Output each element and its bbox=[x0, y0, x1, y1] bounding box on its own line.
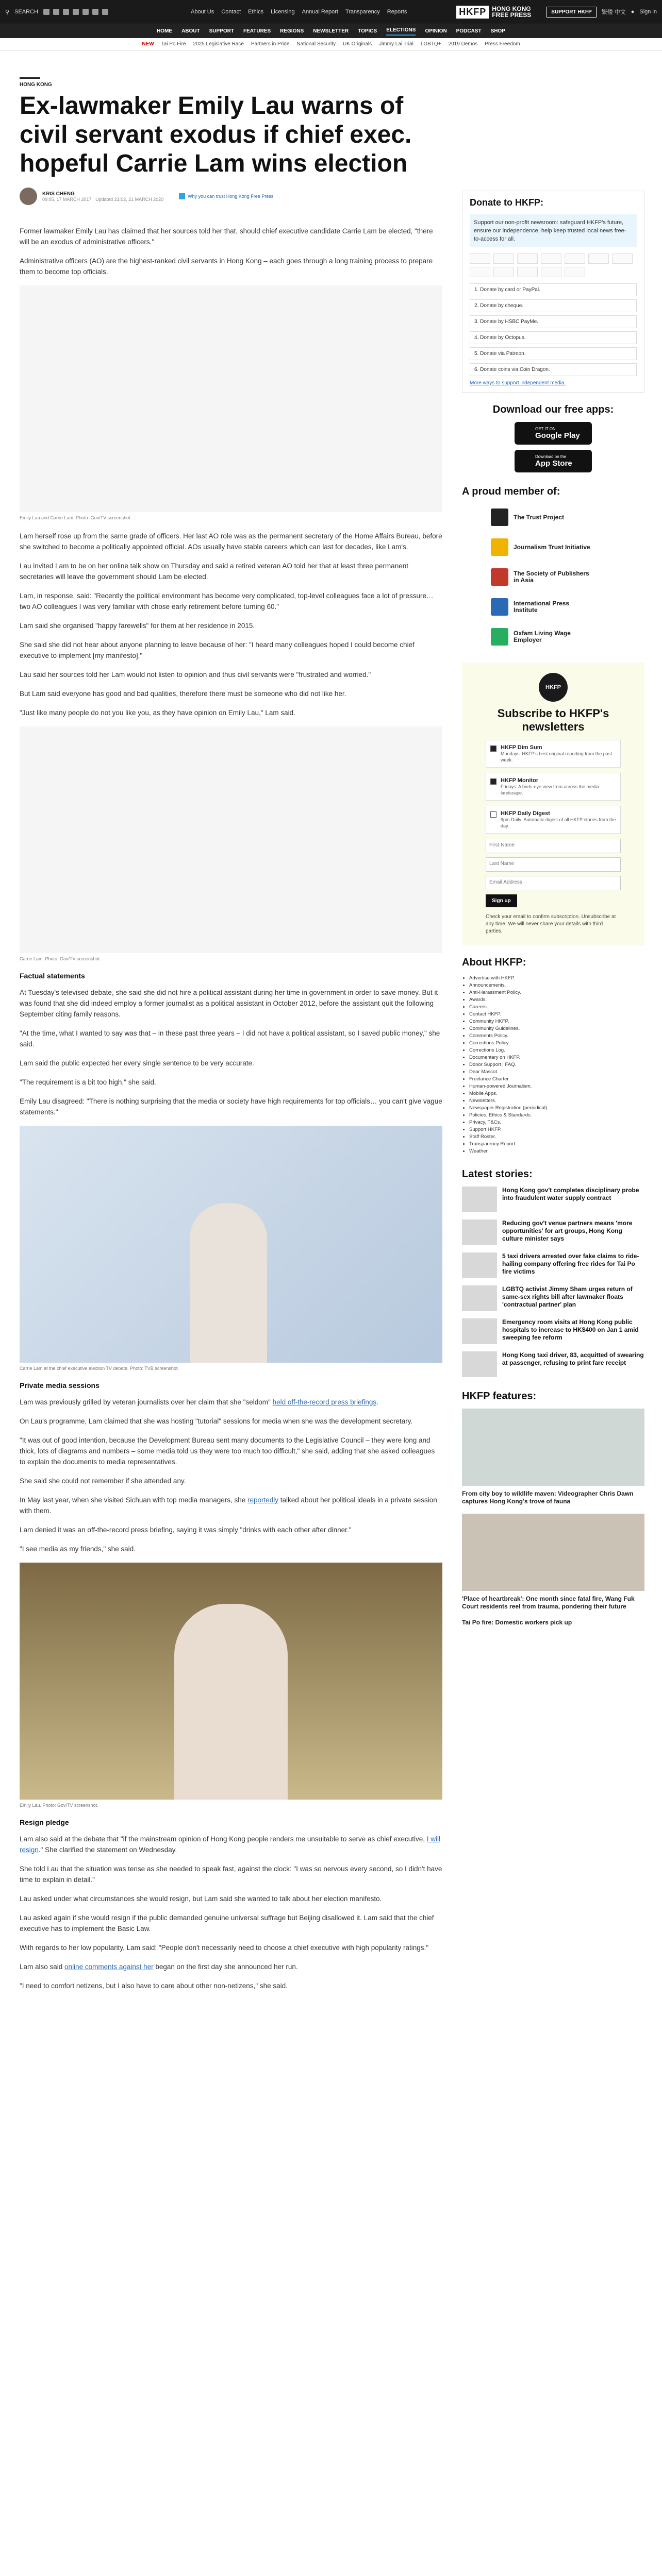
payment-icons bbox=[470, 253, 637, 277]
about-link[interactable]: • Freelance Charter. bbox=[469, 1076, 644, 1083]
latest-story[interactable] bbox=[462, 1285, 644, 1311]
paragraph: "Just like many people do not you like you, as they have opinion on Emily Lau," Lam said. bbox=[20, 709, 295, 717]
checkbox-checked[interactable] bbox=[490, 745, 496, 752]
paragraph: Administrative officers (AO) are the highest-ranked civil servants in Hong Kong – each goes through a long training process to prepare them to become top officials. bbox=[20, 257, 433, 276]
logo-mark: HKFP bbox=[456, 6, 489, 19]
article bbox=[20, 77, 442, 1999]
about-link[interactable]: • Contact HKFP. bbox=[469, 1011, 644, 1018]
feature-story[interactable] bbox=[462, 1514, 644, 1611]
image-caption: Carrie Lam at the chief executive election TV debate. Photo: TVB screenshot. bbox=[20, 1366, 179, 1371]
search-icon[interactable]: ⚲ bbox=[5, 9, 10, 15]
paragraph: Lam said she organised "happy farewells" for them at her residence in 2015. bbox=[20, 622, 255, 630]
sidebar bbox=[462, 191, 644, 1635]
section-heading: Private media sessions bbox=[20, 1381, 100, 1389]
article-link[interactable]: I will resign bbox=[20, 1835, 441, 1854]
main-nav bbox=[0, 24, 662, 38]
about-link[interactable]: • Transparency Report. bbox=[469, 1141, 644, 1148]
donate-more-link[interactable]: More ways to support independent media. bbox=[470, 380, 566, 386]
app-store-button[interactable] bbox=[515, 450, 592, 472]
top-right bbox=[446, 6, 657, 19]
about-link[interactable]: • Announcements. bbox=[469, 982, 644, 989]
x-icon[interactable] bbox=[53, 9, 59, 15]
story-title: Hong Kong gov't completes disciplinary probe into fraudulent water supply contract bbox=[502, 1187, 639, 1201]
subnav-item[interactable]: LGBTQ+ bbox=[420, 41, 441, 47]
newsletter-title: Subscribe to HKFP's newsletters bbox=[497, 707, 609, 733]
paragraph: She told Lau that the situation was tense as she needed to speak fast, against the clock: "I was so nervous every second, so I didn't have time to explain in detail." bbox=[20, 1865, 442, 1884]
donate-option[interactable]: 4. Donate by Octopus. bbox=[470, 331, 637, 344]
donate-option[interactable]: 5. Donate via Patreon. bbox=[470, 347, 637, 360]
portrait-figure bbox=[190, 1203, 267, 1363]
about-link[interactable]: • Awards. bbox=[469, 996, 644, 1004]
newsletter-name: HKFP Daily Digest bbox=[501, 810, 550, 817]
about-link[interactable]: • Newspaper Registration (periodical). bbox=[469, 1105, 644, 1112]
member-logo[interactable] bbox=[491, 537, 644, 557]
story-title: 5 taxi drivers arrested over fake claims to ride-hailing company offering free rides for Tai Po fire victims bbox=[502, 1252, 639, 1275]
trust-link-text: Why you can trust Hong Kong Free Press bbox=[188, 194, 274, 199]
about-link[interactable]: • Mobile Apps. bbox=[469, 1090, 644, 1097]
app-store-small: Download on the bbox=[535, 454, 567, 459]
signin-link[interactable]: Sign in bbox=[639, 9, 657, 15]
paragraph: Lau said her sources told her Lam would not listen to opinion and thus civil servants were "frustrated and worried." bbox=[20, 671, 371, 679]
about-link[interactable]: • Dear Mascot. bbox=[469, 1069, 644, 1076]
ipi-icon bbox=[491, 598, 508, 616]
story-thumbnail bbox=[462, 1351, 497, 1377]
paragraph-text: ." She clarified the statement on Wednesday. bbox=[38, 1846, 177, 1854]
logo-line1: HONG KONG bbox=[492, 5, 531, 12]
top-link-ethics[interactable]: Ethics bbox=[248, 9, 264, 15]
about-link[interactable]: • Support HKFP. bbox=[469, 1126, 644, 1133]
portrait-figure bbox=[174, 1604, 288, 1800]
nav-support[interactable]: SUPPORT bbox=[209, 28, 234, 34]
payment-icon bbox=[470, 267, 490, 277]
latest-story[interactable] bbox=[462, 1252, 644, 1278]
article-link[interactable]: held off-the-record press briefings bbox=[272, 1398, 377, 1406]
newsletter-box bbox=[462, 663, 644, 945]
donate-title: Donate to HKFP: bbox=[470, 197, 543, 208]
donate-option[interactable]: 2. Donate by cheque. bbox=[470, 299, 637, 312]
about-link[interactable]: • Careers. bbox=[469, 1004, 644, 1011]
about-link[interactable]: • Human-powered Journalism. bbox=[469, 1083, 644, 1090]
story-title: Hong Kong taxi driver, 83, acquitted of swearing at passenger, refusing to print fare receipt bbox=[502, 1351, 644, 1366]
newsletter-name: HKFP Monitor bbox=[501, 777, 539, 784]
email-field[interactable]: Email Address bbox=[486, 876, 621, 890]
language-link[interactable]: 繁體 中文 bbox=[601, 9, 626, 15]
story-thumbnail bbox=[462, 1318, 497, 1344]
article-link[interactable]: reportedly bbox=[247, 1496, 279, 1504]
paragraph: "It was out of good intention, because the Development Bureau sent many documents to the Legislative Council – they were long and thick, lots of diagrams and numbers – some media told us they were too much too difficult," she said, adding that she asked colleagues to explain the documents to media representatives. bbox=[20, 1436, 435, 1466]
newsletter-desc: 9pm Daily: Automatic digest of all HKFP stories from the day. bbox=[501, 817, 616, 828]
paragraph-text: Lam also said bbox=[20, 1963, 65, 1971]
member-logo[interactable] bbox=[491, 597, 644, 617]
nav-regions[interactable]: REGIONS bbox=[280, 28, 304, 34]
apps-title: Download our free apps: bbox=[492, 404, 614, 415]
article-image-carrie-lam bbox=[20, 1126, 442, 1363]
paragraph-text: Lam also said at the debate that "if the mainstream opinion of Hong Kong people renders me unsuitable to serve as chief executive, bbox=[20, 1835, 427, 1843]
last-name-field[interactable]: Last Name bbox=[486, 857, 621, 872]
article-image-emily-lau bbox=[20, 1563, 442, 1800]
story-title: Emergency room visits at Hong Kong public hospitals to increase to HK$400 on Jan 1 amid sweeping fee reform bbox=[502, 1318, 639, 1341]
story-thumbnail bbox=[462, 1219, 497, 1245]
instagram-icon[interactable] bbox=[63, 9, 69, 15]
article-link[interactable]: online comments against her bbox=[64, 1963, 154, 1971]
top-links bbox=[191, 9, 446, 15]
author-name[interactable]: KRIS CHENG bbox=[42, 191, 75, 197]
paragraph: On Lau's programme, Lam claimed that she was hosting "tutorial" sessions for media when she was the development secretary. bbox=[20, 1417, 413, 1425]
paragraph: Lam denied it was an off-the-record press briefing, saying it was simply "drinks with each other after dinner." bbox=[20, 1526, 352, 1534]
category-bar bbox=[20, 77, 40, 79]
latest-title: Latest stories: bbox=[462, 1168, 533, 1180]
google-play-button[interactable] bbox=[515, 422, 592, 445]
top-link-about[interactable]: About Us bbox=[191, 9, 214, 15]
logo-text bbox=[492, 6, 531, 18]
about-link[interactable]: • Documentary on HKFP. bbox=[469, 1054, 644, 1061]
paragraph bbox=[20, 1397, 442, 1408]
donate-option[interactable]: 1. Donate by card or PayPal. bbox=[470, 283, 637, 296]
about-link[interactable]: • Privacy, T&Cs. bbox=[469, 1119, 644, 1126]
sopa-icon bbox=[491, 568, 508, 586]
publish-date-text: 09:05, 17 MARCH 2017 bbox=[42, 196, 92, 202]
checkbox-checked[interactable] bbox=[490, 778, 496, 785]
feature-story[interactable] bbox=[462, 1619, 644, 1626]
section-heading: Resign pledge bbox=[20, 1818, 69, 1826]
latest-story[interactable] bbox=[462, 1219, 644, 1245]
paragraph: Lau asked again if she would resign if the public demanded genuine universal suffrage but Beijing disallowed it. Lam said that the chief executive has to implement the Basic Law. bbox=[20, 1914, 434, 1933]
nav-opinion[interactable]: OPINION bbox=[425, 28, 447, 34]
about-link[interactable]: • Policies, Ethics & Standards. bbox=[469, 1112, 644, 1119]
google-play-big: Google Play bbox=[535, 431, 580, 440]
site-logo[interactable] bbox=[456, 6, 531, 19]
newsletter-desc: Fridays: A birds-eye view from across the media landscape. bbox=[501, 784, 600, 795]
app-store-big: App Store bbox=[535, 459, 572, 468]
about-link[interactable]: • Newsletters. bbox=[469, 1097, 644, 1105]
paragraph: But Lam said everyone has good and bad qualities, therefore there must be someone who did not like her. bbox=[20, 690, 346, 698]
paragraph-text: In May last year, when she visited Sichuan with top media managers, she bbox=[20, 1496, 247, 1504]
latest-story[interactable] bbox=[462, 1318, 644, 1344]
member-logo[interactable] bbox=[491, 507, 644, 528]
top-link-annual-report[interactable]: Annual Report bbox=[302, 9, 338, 15]
member-name: The Trust Project bbox=[514, 513, 565, 521]
newsletter-footnote: Check your email to confirm subscription. Unsubscribe at any time. We will never share your details with third parties. bbox=[486, 914, 616, 934]
donate-option[interactable]: 6. Donate coins via Coin Dragon. bbox=[470, 363, 637, 376]
trust-link[interactable] bbox=[179, 193, 273, 199]
subnav-item[interactable]: Partners in Pride bbox=[251, 41, 290, 47]
paragraph: "At the time, what I wanted to say was that – in these past three years – I did not have a political assistant, so I saved public money," she said. bbox=[20, 1029, 440, 1048]
subnav-item[interactable]: Jimmy Lai Trial bbox=[379, 41, 413, 47]
about-list bbox=[462, 975, 644, 1155]
rss-icon[interactable] bbox=[102, 9, 108, 15]
member-name: Oxfam Living Wage Employer bbox=[514, 630, 571, 643]
newsletter-name: HKFP Dim Sum bbox=[501, 744, 542, 751]
publish-date bbox=[42, 197, 163, 202]
story-title: Reducing gov't venue partners means 'more opportunities' for art groups, Hong Kong culture minister says bbox=[502, 1219, 633, 1242]
member-name: International Press Institute bbox=[514, 600, 570, 614]
paragraph: Lam, in response, said: "Recently the political environment has become very complicated, top-level colleagues face a lot of pressure… two AO colleagues I was very familiar with chose early retirement before turning 60." bbox=[20, 592, 434, 611]
article-category[interactable]: HONG KONG bbox=[20, 82, 52, 88]
subnav-item[interactable]: UK Originals bbox=[342, 41, 372, 47]
section-heading: Factual statements bbox=[20, 972, 85, 980]
newsletter-option[interactable] bbox=[486, 806, 621, 834]
about-title: About HKFP: bbox=[462, 957, 526, 968]
image-caption: Emily Lau. Photo: Gov/TV screenshot. bbox=[20, 1803, 98, 1808]
payment-icon bbox=[493, 253, 514, 264]
member-name: The Society of Publishers in Asia bbox=[514, 570, 589, 584]
logo-line2: FREE PRESS bbox=[492, 11, 532, 19]
sub-nav bbox=[0, 38, 662, 50]
subnav-item[interactable]: 2019 Demos bbox=[448, 41, 478, 47]
nav-newsletter[interactable]: NEWSLETTER bbox=[313, 28, 349, 34]
image-caption: Carrie Lam. Photo: Gov/TV screenshot. bbox=[20, 956, 101, 961]
social-links bbox=[43, 9, 108, 15]
about-link[interactable]: • Staff Roster. bbox=[469, 1133, 644, 1141]
paragraph: Lau invited Lam to be on her online talk show on Thursday and said a retired veteran AO told her that at least three permanent secretaries will leave the government should Lam be elected. bbox=[20, 562, 408, 581]
nav-home[interactable]: HOME bbox=[157, 28, 173, 34]
feature-title: Tai Po fire: Domestic workers pick up bbox=[462, 1619, 572, 1626]
user-icon[interactable]: ● bbox=[631, 9, 635, 15]
search-button[interactable]: SEARCH bbox=[14, 9, 38, 15]
paragraph: Emily Lau disagreed: "There is nothing surprising that the media or society have high requirements for top officials… you can't give vague statements." bbox=[20, 1097, 442, 1116]
top-link-transparency[interactable]: Transparency bbox=[345, 9, 380, 15]
paragraph-text: . bbox=[376, 1398, 378, 1406]
paragraph: She said she could not remember if she attended any. bbox=[20, 1477, 186, 1485]
about-link[interactable]: • Corrections Log. bbox=[469, 1047, 644, 1054]
top-link-reports[interactable]: Reports bbox=[387, 9, 407, 15]
paragraph: Lam herself rose up from the same grade of officers. Her last AO role was as the permanent secretary of the Home Affairs Bureau, before she switched to become a politically appointed official. AOs usually have stable careers which can last for decades, like Lam's. bbox=[20, 532, 442, 551]
story-thumbnail bbox=[462, 1252, 497, 1278]
features-title: HKFP features: bbox=[462, 1391, 537, 1402]
feature-title: 'Place of heartbreak': One month since fatal fire, Wang Fuk Court residents reel from trauma, pondering their future bbox=[462, 1595, 635, 1610]
latest-story[interactable] bbox=[462, 1187, 644, 1212]
story-thumbnail bbox=[462, 1187, 497, 1212]
nav-podcast[interactable]: PODCAST bbox=[456, 28, 482, 34]
payment-icon bbox=[541, 267, 561, 277]
payment-icon bbox=[517, 253, 538, 264]
first-name-field[interactable]: First Name bbox=[486, 839, 621, 853]
payment-icon bbox=[470, 253, 490, 264]
donate-box bbox=[462, 191, 644, 393]
member-logo[interactable] bbox=[491, 626, 644, 647]
about-link[interactable]: • Corrections Policy. bbox=[469, 1040, 644, 1047]
facebook-icon[interactable] bbox=[43, 9, 49, 15]
nav-about[interactable]: ABOUT bbox=[181, 28, 200, 34]
feature-story[interactable] bbox=[462, 1409, 644, 1505]
mail-icon[interactable] bbox=[92, 9, 98, 15]
about-link[interactable]: • Donor Support | FAQ. bbox=[469, 1061, 644, 1069]
feature-image bbox=[462, 1514, 644, 1591]
nav-topics[interactable]: TOPICS bbox=[358, 28, 377, 34]
member-title: A proud member of: bbox=[462, 486, 560, 497]
trust-project-icon bbox=[491, 509, 508, 526]
article-title: Ex-lawmaker Emily Lau warns of civil servant exodus if chief exec. hopeful Carrie Lam wins election bbox=[20, 92, 412, 177]
about-link[interactable]: • Advertise with HKFP. bbox=[469, 975, 644, 982]
paragraph bbox=[20, 1961, 442, 1972]
paragraph: Lam said the public expected her every single sentence to be very accurate. bbox=[20, 1059, 254, 1067]
story-thumbnail bbox=[462, 1285, 497, 1311]
payment-icon bbox=[541, 253, 561, 264]
subnav-item[interactable]: 2025 Legislative Race bbox=[193, 41, 244, 47]
donate-note[interactable]: Support our non-profit newsroom: safeguard HKFP's future, ensure our independence, help keep trusted local news free-to-access for all. bbox=[470, 214, 637, 247]
member-name: Journalism Trust Initiative bbox=[514, 543, 590, 551]
about-link[interactable]: • Community Guidelines. bbox=[469, 1025, 644, 1032]
youtube-icon[interactable] bbox=[73, 9, 79, 15]
nav-elections[interactable]: ELECTIONS bbox=[386, 27, 416, 36]
author-avatar bbox=[20, 188, 37, 205]
payment-icon bbox=[588, 253, 609, 264]
about-link[interactable]: • Anti-Harassment Policy. bbox=[469, 989, 644, 996]
paragraph: At Tuesday's televised debate, she said she did not hire a political assistant during her time in government in order to save money. But it was found that she did indeed employ a former journalist as a political assistant in October 2012, before the assistant quit the following September citing family reasons. bbox=[20, 989, 438, 1018]
paragraph: "I see media as my friends," she said. bbox=[20, 1545, 136, 1553]
paragraph: "The requirement is a bit too high," she said. bbox=[20, 1078, 156, 1086]
byline-text bbox=[42, 191, 163, 202]
payment-icon bbox=[565, 267, 585, 277]
paragraph-text: Lam was previously grilled by veteran journalists over her claim that she "seldom" bbox=[20, 1398, 273, 1406]
nav-features[interactable]: FEATURES bbox=[243, 28, 271, 34]
paragraph bbox=[20, 1834, 442, 1855]
payment-icon bbox=[493, 267, 514, 277]
donate-option[interactable]: 3. Donate by HSBC PayMe. bbox=[470, 315, 637, 328]
oxfam-icon bbox=[491, 628, 508, 646]
image-caption: Emily Lau and Carrie Lam. Photo: Gov/TV screenshot. bbox=[20, 515, 132, 520]
signup-button[interactable]: Sign up bbox=[486, 894, 517, 907]
linkedin-icon[interactable] bbox=[82, 9, 89, 15]
feature-title: From city boy to wildlife maven: Videographer Chris Dawn captures Hong Kong's trove of fauna bbox=[462, 1490, 634, 1505]
subnav-item[interactable]: Press Freedom bbox=[485, 41, 520, 47]
top-link-licensing[interactable]: Licensing bbox=[271, 9, 295, 15]
paragraph: "I need to comfort netizens, but I also have to care about other non-netizens," she said. bbox=[20, 1982, 288, 1990]
newsletter-option-text bbox=[501, 810, 616, 829]
paragraph: Lau asked under what circumstances she would resign, but Lam said she wanted to talk about her election manifesto. bbox=[20, 1895, 382, 1903]
updated-date: Updated 21:02, 21 MARCH 2020 bbox=[95, 196, 164, 202]
payment-icon bbox=[517, 267, 538, 277]
byline bbox=[20, 188, 442, 205]
new-badge: NEW bbox=[142, 41, 154, 47]
paragraph-text: began on the first day she announced her run. bbox=[153, 1963, 298, 1971]
subnav-item[interactable]: National Security bbox=[296, 41, 336, 47]
top-left bbox=[5, 9, 160, 15]
feature-image bbox=[462, 1409, 644, 1486]
top-link-contact[interactable]: Contact bbox=[221, 9, 241, 15]
about-link[interactable]: • Weather. bbox=[469, 1148, 644, 1155]
subnav-item[interactable]: Tai Po Fire bbox=[161, 41, 186, 47]
paragraph: Former lawmaker Emily Lau has claimed that her sources told her that, should chief executive candidate Carrie Lam be elected, "there will be an exodus of administrative officers." bbox=[20, 227, 433, 246]
story-title: LGBTQ activist Jimmy Sham urges return of same-sex rights bill after lawmaker floats 'contractual partner' plan bbox=[502, 1285, 633, 1308]
newsletter-logo: HKFP bbox=[539, 673, 568, 702]
latest-story[interactable] bbox=[462, 1351, 644, 1377]
jti-icon bbox=[491, 538, 508, 556]
support-button[interactable]: SUPPORT HKFP bbox=[547, 7, 596, 18]
newsletter-desc: Mondays: HKFP's best original reporting from the past week. bbox=[501, 751, 612, 762]
google-play-small: GET IT ON bbox=[535, 427, 556, 431]
payment-icon bbox=[612, 253, 633, 264]
article-image bbox=[20, 285, 442, 512]
article-image bbox=[20, 726, 442, 953]
paragraph bbox=[20, 1495, 442, 1516]
top-bar bbox=[0, 0, 662, 24]
paragraph: She said she did not hear about anyone planning to leave because of her: "I heard many colleagues hoped I could become chief executive to implement [my manifesto]." bbox=[20, 641, 415, 659]
about-link[interactable]: • Comments Policy. bbox=[469, 1032, 644, 1040]
newsletter-option-text bbox=[501, 744, 616, 763]
newsletter-option[interactable] bbox=[486, 773, 621, 801]
member-logo[interactable] bbox=[491, 567, 644, 587]
trust-icon bbox=[179, 193, 185, 199]
newsletter-option[interactable] bbox=[486, 740, 621, 768]
nav-shop[interactable]: SHOP bbox=[490, 28, 505, 34]
paragraph: With regards to her low popularity, Lam said: "People don't necessarily need to choose a chief executive with high popularity ratings." bbox=[20, 1944, 429, 1952]
checkbox-unchecked[interactable] bbox=[490, 811, 496, 818]
newsletter-option-text bbox=[501, 777, 616, 796]
paragraph-text: talked about her political ideals in a private session with them. bbox=[20, 1496, 437, 1515]
about-link[interactable]: • Community HKFP. bbox=[469, 1018, 644, 1025]
payment-icon bbox=[565, 253, 585, 264]
